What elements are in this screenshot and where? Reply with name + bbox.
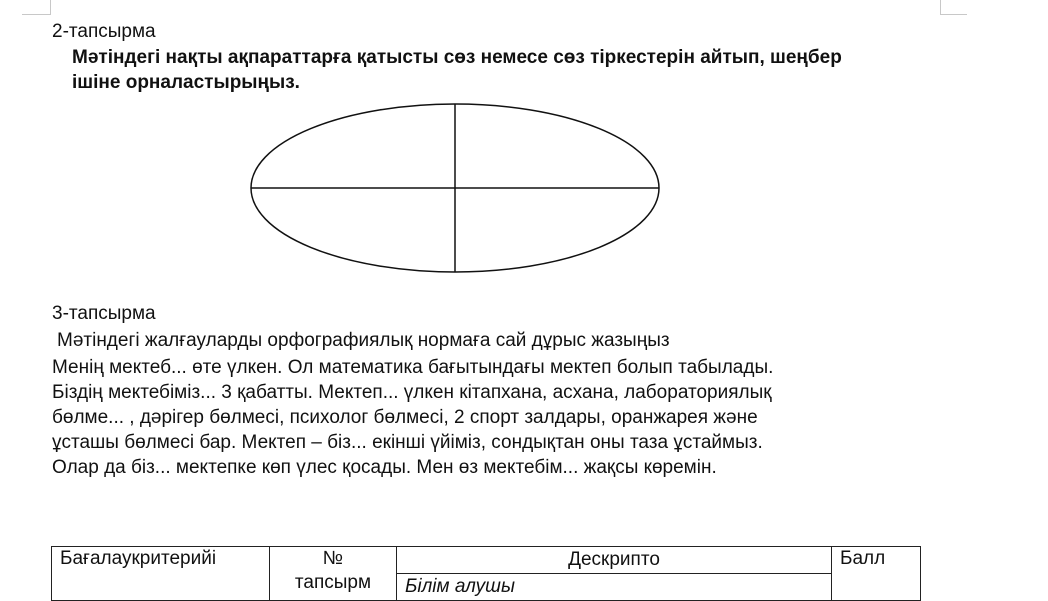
- page-corner-mark-right-v: [940, 0, 941, 14]
- task3-text-line: Олар да біз... мектепке көп үлес қосады. Мен өз мектебім... жақсы көремін.: [52, 457, 717, 478]
- col-header-descriptor-label: Дескрипто: [568, 549, 660, 570]
- task2-instruction-line1: Мәтіндегі нақты ақпараттарға қатысты сөз немесе сөз тіркестерін айтып, шеңбер: [72, 47, 842, 68]
- col-header-descriptor: [397, 547, 832, 601]
- task2-instruction-line2: ішіне орналастырыңыз.: [72, 72, 300, 93]
- descriptor-sub-label: Білім алушы: [397, 573, 831, 600]
- task3-text-line: Менің мектеб... өте үлкен. Ол математика бағытындағы мектеп болып табылады.: [52, 357, 774, 378]
- col-header-number-sign: №: [322, 548, 344, 569]
- task3-instruction: Мәтіндегі жалғауларды орфографиялық нормаға сай дұрыс жазыңыз: [57, 330, 670, 351]
- col-header-score-label: Балл: [840, 548, 886, 569]
- task3-text-line: Біздің мектебіміз... 3 қабатты. Мектеп... үлкен кітапхана, асхана, лабораториялық: [52, 382, 772, 403]
- col-header-task-number: [270, 547, 397, 601]
- ellipse-diagram: [248, 100, 662, 276]
- page-corner-mark-left-v: [50, 0, 51, 14]
- page-corner-mark-right-h: [940, 14, 967, 15]
- page-corner-mark-left-h: [22, 14, 51, 15]
- col-header-criteria-label: Бағалаукритерийі: [60, 548, 217, 569]
- task3-text-line: ұсташы бөлмесі бар. Мектеп – біз... екінші үйіміз, сондықтан оны таза ұстаймыз.: [52, 432, 763, 453]
- task3-heading: 3-тапсырма: [52, 303, 156, 324]
- task3-text-line: бөлме... , дәрігер бөлмесі, психолог бөлмесі, 2 спорт залдары, оранжарея және: [52, 407, 758, 428]
- task2-heading: 2-тапсырма: [52, 21, 156, 42]
- table-header-row: [52, 547, 921, 601]
- col-header-score: [832, 547, 921, 601]
- col-header-criteria: [52, 547, 270, 601]
- col-header-task-label: тапсырм: [294, 572, 372, 593]
- grading-table: [51, 546, 921, 601]
